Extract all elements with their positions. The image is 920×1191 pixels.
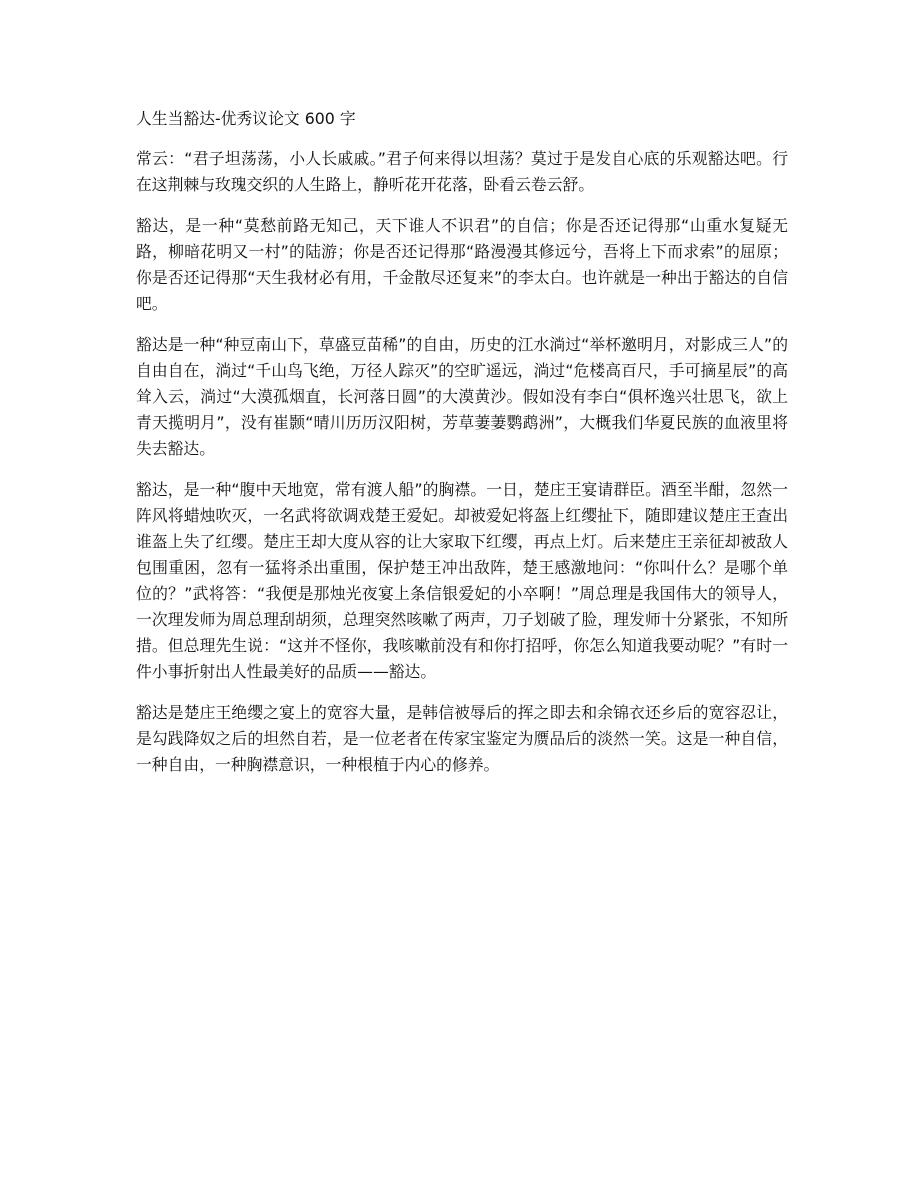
document-title: 人生当豁达-优秀议论文 600 字: [136, 109, 356, 128]
paragraph-4: 豁达，是一种“腹中天地宽，常有渡人船”的胸襟。一日，楚庄王宴请群臣。酒至半酣，忽然一阵风将蜡烛吹灭，一名武将欲调戏楚王爱妃。却被爱妃将盔上红缨扯下，随即建议楚庄王查出谁盔上失了红缨。楚庄王却大度从容的让大家取下红缨，再点上灯。后来楚庄王亲征却被敌人包围重困，忽有一猛将杀出重围，保护楚王冲出敌阵，楚王感激地问：“你叫什么？是哪个单位的？”武将答：“我便是那烛光夜宴上条信银爱妃的小卒啊！”周总理是我国伟大的领导人，一次理发师为周总理刮胡须，总理突然咳嗽了两声，刀子划破了脸，理发师十分紧张，不知所措。但总理先生说：“这并不怪你，我咳嗽前没有和你打招呼，你怎么知道我要动呢？”有时一件小事折射出人性最美好的品质——豁达。: [136, 480, 788, 681]
paragraph-2: 豁达，是一种“莫愁前路无知己，天下谁人不识君”的自信；你是否还记得那“山重水复疑无路，柳暗花明又一村”的陆游；你是否还记得那“路漫漫其修远兮，吾将上下而求索”的屈原；你是否还记得那“天生我材必有用，千金散尽还复来”的李太白。也许就是一种出于豁达的自信吧。: [136, 216, 788, 313]
paragraph-5: 豁达是楚庄王绝缨之宴上的宽容大量，是韩信被辱后的挥之即去和余锦衣还乡后的宽容忍让，是勾践降奴之后的坦然自若，是一位老者在传家宝鉴定为赝品后的淡然一笑。这是一种自信，一种自由，一种胸襟意识，一种根植于内心的修养。: [136, 703, 788, 774]
paragraph-3: 豁达是一种“种豆南山下，草盛豆苗稀”的自由，历史的江水淌过“举杯邀明月，对影成三人”的自由自在，淌过“千山鸟飞绝，万径人踪灭”的空旷遥远，淌过“危楼高百尺，手可摘星辰”的高耸入云，淌过“大漠孤烟直，长河落日圆”的大漠黄沙。假如没有李白“俱杯逸兴壮思飞，欲上青天揽明月”，没有崔颢“晴川历历汉阳树，芳草萋萋鹦鹉洲”，大概我们华夏民族的血液里将失去豁达。: [136, 335, 788, 458]
document-body: [136, 106, 788, 793]
paragraph-1: 常云：“君子坦荡荡，小人长戚戚。”君子何来得以坦荡？莫过于是发自心底的乐观豁达吧。行在这荆棘与玫瑰交织的人生路上，静听花开花落，卧看云卷云舒。: [136, 149, 788, 194]
